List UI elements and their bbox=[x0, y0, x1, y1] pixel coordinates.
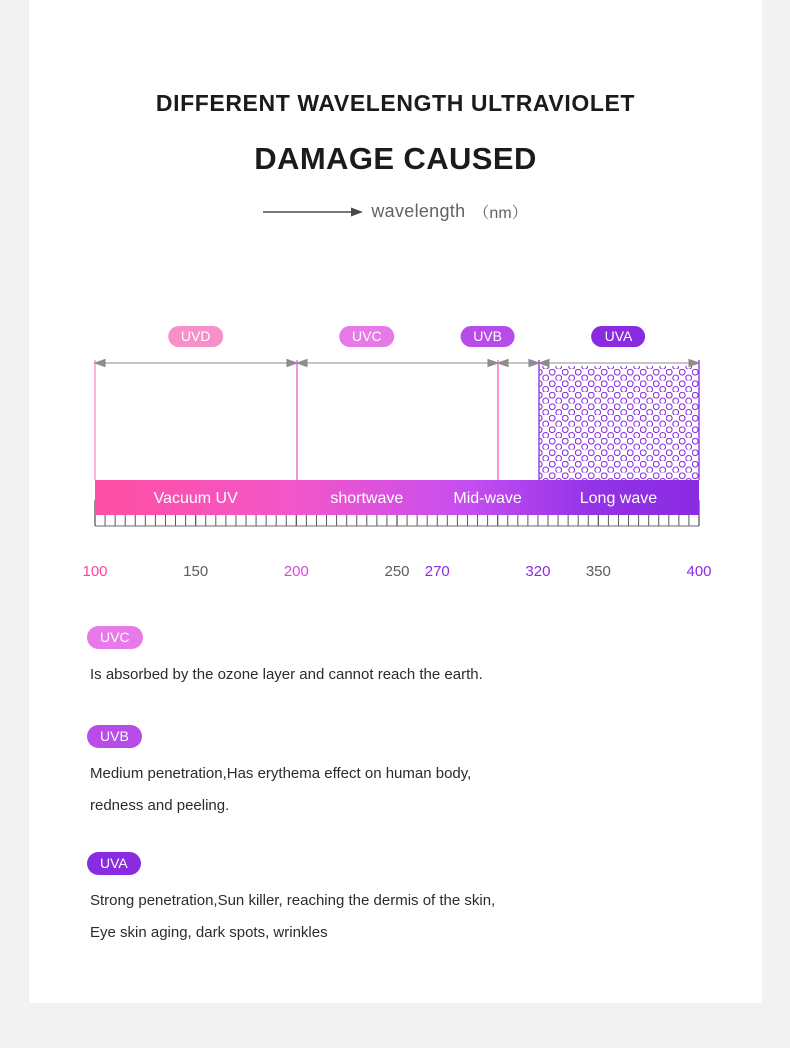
description-block-uvb bbox=[87, 725, 727, 820]
axis-tick-270: 270 bbox=[424, 563, 450, 580]
page-title-line2: DAMAGE CAUSED bbox=[254, 141, 537, 176]
band-label-uva: UVA bbox=[592, 326, 646, 347]
badge-uva: UVA bbox=[87, 852, 141, 875]
poster-canvas bbox=[29, 0, 762, 1003]
uv-spectrum-chart bbox=[29, 300, 762, 600]
description-block-uva bbox=[87, 852, 727, 947]
chart-axes-and-bands bbox=[29, 300, 762, 600]
description-uvb-line1: Medium penetration,Has erythema effect on human body, bbox=[90, 765, 472, 782]
axis-tick-150: 150 bbox=[183, 563, 209, 580]
description-uva-line1: Strong penetration,Sun killer, reaching the dermis of the skin, bbox=[90, 892, 496, 909]
axis-tick-400: 400 bbox=[686, 563, 712, 580]
wavelength-unit: （nm） bbox=[473, 205, 528, 222]
badge-uvc: UVC bbox=[87, 626, 143, 649]
badge-uvb: UVB bbox=[87, 725, 142, 748]
description-uva-line2: Eye skin aging, dark spots, wrinkles bbox=[90, 923, 328, 941]
description-uvc-line1: Is absorbed by the ozone layer and cannot reach the earth. bbox=[90, 666, 483, 683]
axis-tick-200: 200 bbox=[283, 563, 309, 580]
axis-tick-350: 350 bbox=[585, 563, 611, 580]
segment-label-shortwave: shortwave bbox=[330, 490, 404, 507]
wavelength-axis-caption bbox=[29, 200, 762, 223]
band-label-uvc: UVC bbox=[339, 326, 395, 347]
band-label-uvd: UVD bbox=[168, 326, 224, 347]
segment-label-vacuum-uv: Vacuum UV bbox=[153, 490, 238, 507]
axis-tick-320: 320 bbox=[525, 563, 551, 580]
axis-tick-100: 100 bbox=[82, 563, 108, 580]
band-label-uvb: UVB bbox=[460, 326, 515, 347]
page-title-line1: DIFFERENT WAVELENGTH ULTRAVIOLET bbox=[155, 90, 636, 116]
wavelength-label: wavelength bbox=[371, 201, 466, 221]
description-block-uvc bbox=[87, 626, 727, 689]
segment-label-mid-wave: Mid-wave bbox=[453, 490, 522, 507]
description-uvb-line2: redness and peeling. bbox=[90, 796, 230, 814]
axis-tick-250: 250 bbox=[384, 563, 410, 580]
segment-label-long-wave: Long wave bbox=[579, 490, 658, 507]
arrow-right-icon bbox=[263, 205, 363, 219]
